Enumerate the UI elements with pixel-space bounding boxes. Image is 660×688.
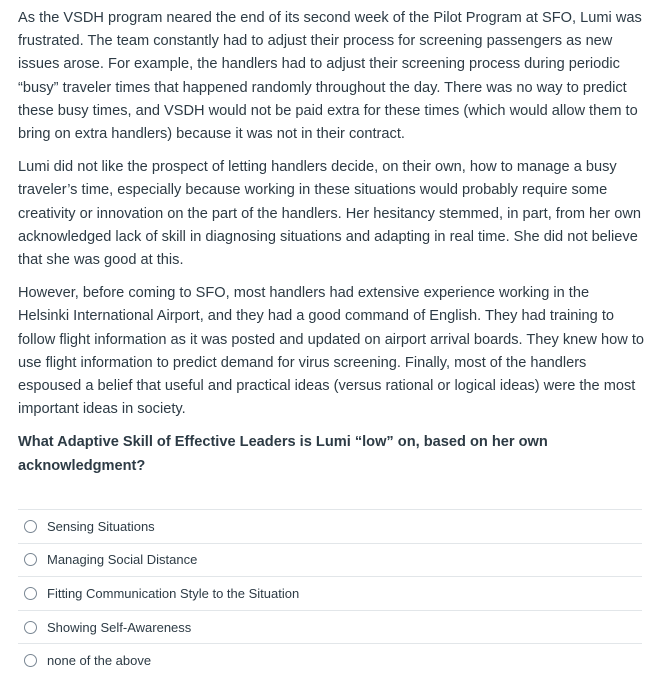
answer-label: Sensing Situations [47,518,155,534]
answer-option-managing-social-distance[interactable] [18,543,642,577]
question-prompt: What Adaptive Skill of Effective Leaders is Lumi “low” on, based on her own acknowledgment? [18,434,548,474]
radio-button-icon[interactable] [24,587,37,600]
passage-paragraph-2: Lumi did not like the prospect of letting handlers decide, on their own, how to manage a busy traveler’s time, especially because working in these situations would probably require some creativity or innovation on the part of the handlers. Her hesitancy stemmed, in part, from her own acknowledged lack of skill in diagnosing situations and adapting in real time. She did not believe that she was good at this. [18,159,641,269]
answer-label: Fitting Communication Style to the Situation [47,585,300,601]
passage-paragraph-3: However, before coming to SFO, most handlers had extensive experience working in the Helsinki International Airport, and they had a good command of English. They had training to follow flight information as it was posted and updated on airport arrival boards. They knew how to use flight information to predict demand for virus screening. Finally, most of the handlers espoused a belief that useful and practical ideas (versus rational or logical ideas) were the most important ideas in society. [18,285,644,418]
answer-option-sensing-situations[interactable] [18,509,642,543]
radio-button-icon[interactable] [24,654,37,667]
answer-option-fitting-communication-style[interactable] [18,576,642,610]
answer-label: Showing Self-Awareness [47,619,192,635]
passage-paragraph-1: As the VSDH program neared the end of its second week of the Pilot Program at SFO, Lumi was frustrated. The team constantly had to adjust their process for screening passengers as new issues arose. For example, the handlers had to adjust their screening process during periodic “busy” traveler times that happened randomly throughout the day. There was no way to predict these busy times, and VSDH would not be paid extra for these times (which would allow them to bring on extra handlers) because it was not in their contract. [18,10,642,143]
question-passage [18,7,644,478]
answer-choices [18,509,642,677]
radio-button-icon[interactable] [24,520,37,533]
answer-option-none-of-the-above[interactable] [18,643,642,677]
answer-label: none of the above [47,653,152,669]
radio-button-icon[interactable] [24,553,37,566]
answer-option-showing-self-awareness[interactable] [18,610,642,644]
radio-button-icon[interactable] [24,621,37,634]
answer-label: Managing Social Distance [47,552,198,568]
